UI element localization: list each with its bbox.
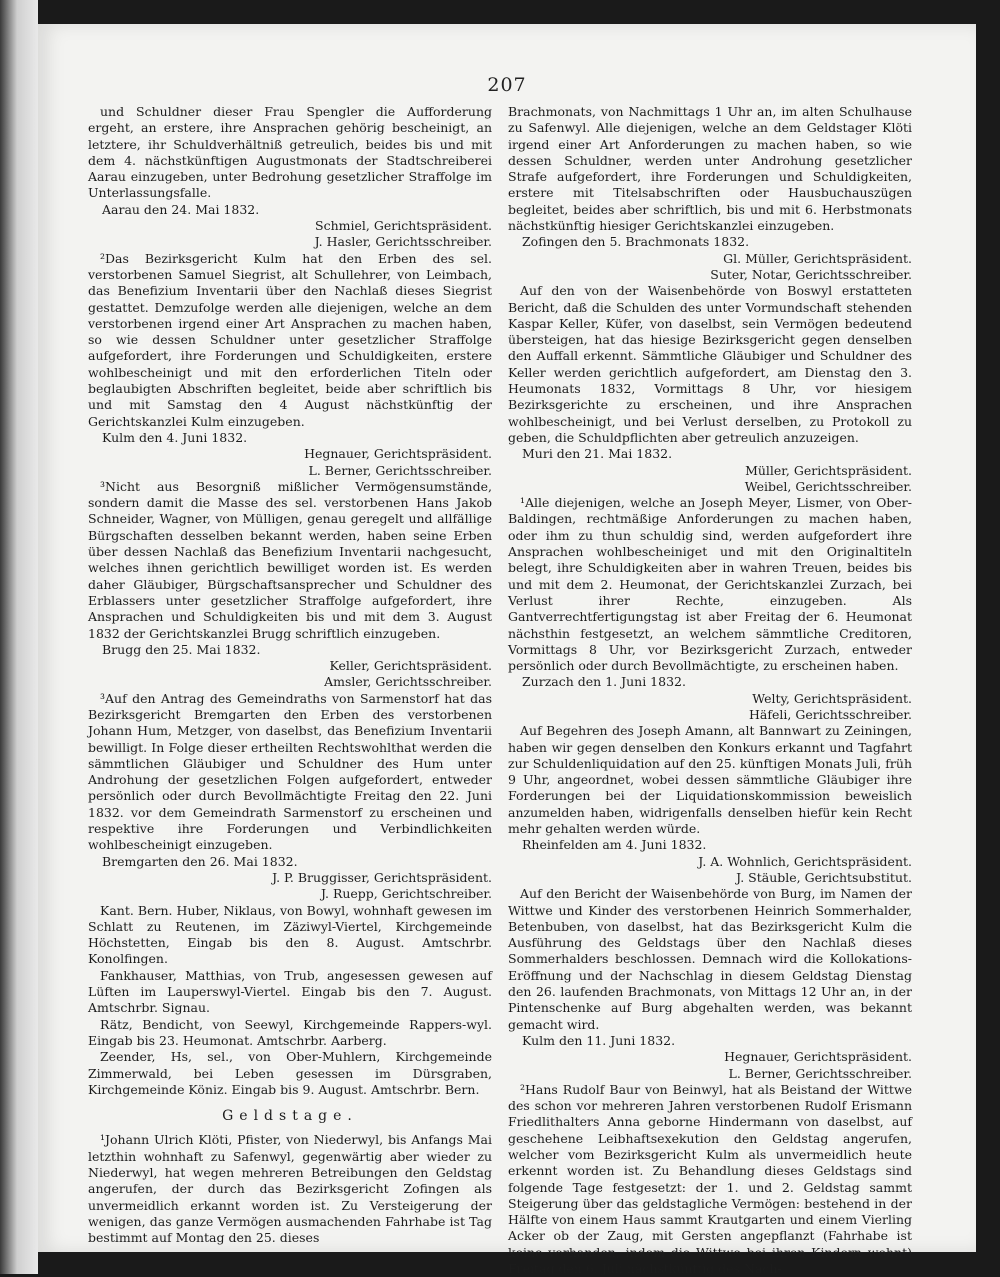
bern-entry: Rätz, Bendicht, von Seewyl, Kirchgemeinde Rappers-wyl. Eingab bis 23. Heumonat. Amtschrbr. Aarberg. (88, 1016, 492, 1048)
bern-entry: Kant. Bern. Huber, Niklaus, von Bowyl, wohnhaft gewesen im Schlatt zu Reutenen, im Zäziwyl-Viertel, Kirchgemeinde Höchstetten, Eingab bis den 8. August. Amtschrbr. Konolfingen. (88, 902, 492, 967)
notice-text: und Schuldner dieser Frau Spengler die Aufforderung ergeht, an erstere, ihre Ansprachen gehörig bescheinigt, an letztere, ihr Schuldverhältniß getreulich, beides bis und mit dem 4. nächstkünftigen Augustmonats der Stadtschreiberei Aarau einzugeben, unter Bedrohung gesetzlicher Straffolge im Unterlassungsfalle. (88, 104, 492, 201)
notice-text: Auf den Bericht der Waisenbehörde von Burg, im Namen der Wittwe und Kinder des verstorbenen Heinrich Sommerhalder, Betenbuben, von daselbst, hat das Bezirksgericht Kulm die Ausführung des Geldstags über den Nachlaß dieses Sommerhalders beschlossen. Demnach wird die Kollokations-Eröffnung und der Nachschlag in diesem Geldstag Dienstag den 26. laufenden Brachmonats, von Mittags 12 Uhr an, in der Pintenschenke auf Burg abgehalten werden, was bekannt gemacht wird. (508, 886, 912, 1032)
signature-president: Müller, Gerichtspräsident. (745, 462, 912, 478)
bern-entry: Fankhauser, Matthias, von Trub, angesessen gewesen auf Lüften im Lauperswyl-Viertel. Eingab bis den 7. August. Amtschrbr. Signau. (88, 967, 492, 1016)
notice-text: Auf Begehren des Joseph Amann, alt Bannwart zu Zeiningen, haben wir gegen denselben den Konkurs erkannt und Tagfahrt zur Schuldenliquidation auf den 25. künftigen Monats Juli, früh 9 Uhr, angeordnet, wobei dessen sämmtliche Gläubiger ihre Forderungen bei der Liquidationskommission beweislich anzumelden haben, widrigenfalls denselben hiefür kein Recht mehr gehalten werden würde. (508, 723, 912, 837)
signature-clerk: L. Berner, Gerichtsschreiber. (728, 1065, 912, 1081)
notice-text: ³Nicht aus Besorgniß mißlicher Vermögensumstände, sondern damit die Masse des sel. verstorbenen Hans Jakob Schneider, Wagner, von Mülligen, genau geregelt und allfällige Bürgschaften desselben bekannt werden, haben seine Erben über dessen Nachlaß das Benefizium Inventarii nachgesucht, welches ihnen gerichtlich bewilliget worden ist. Es werden daher Gläubiger, Bürgschaftsansprecher und Schuldner des Erblassers unter gesetzlicher Straffolge aufgefordert, ihre Ansprachen und Schuldigkeiten bis und mit dem 3. August 1832 der Gerichtskanzlei Brugg schriftlich einzugeben. (88, 478, 492, 641)
notice-text: ²Hans Rudolf Baur von Beinwyl, hat als Beistand der Wittwe des schon vor mehreren Jahren verstorbenen Rudolf Erismann Friedlithalters Anna geborne Hindermann von daselbst, auf geschehene Leibhaftsexekution den Geldstag angerufen, welcher vom Bezirksgericht Kulm als unvermeidlich heute erkennt worden ist. Zu Behandlung dieses Geldstags sind folgende Tage festgesetzt: der 1. und 2. Geldstag sammt Steigerung über das geldstagliche Vermögen: bestehend in der Hälfte von einem Haus sammt Krautgarten und einem Vierling Acker ob der Zaug, mit Gersten angepflanzt (Fahrhabe ist keine vorhanden, indem die Wittwe bei ihren Kindern wohnt) Freitag den 6. Juli nächstkünftig des Nach- (508, 1081, 912, 1277)
section-title: Geldstage. (222, 1108, 358, 1125)
signature-clerk: Weibel, Gerichtsschreiber. (744, 478, 912, 494)
signature-president: Welty, Gerichtspräsident. (752, 690, 912, 706)
left-column (88, 104, 492, 1246)
signature-president: Hegnauer, Gerichtspräsident. (724, 1049, 912, 1065)
notice-date: Brugg den 25. Mai 1832. (102, 641, 261, 657)
signature-clerk: L. Berner, Gerichtsschreiber. (308, 462, 492, 478)
signature-clerk: Amsler, Gerichtsschreiber. (324, 674, 492, 690)
signature-clerk: Häfeli, Gerichtsschreiber. (749, 706, 912, 722)
book-gutter-edge (0, 0, 38, 1274)
bern-entry: Zeender, Hs, sel., von Ober-Muhlern, Kirchgemeinde Zimmerwald, bei Leben gesessen im Dürsgraben, Kirchgemeinde Köniz. Eingab bis 9. August. Amtschrbr. Bern. (88, 1049, 492, 1097)
notice-date: Aarau den 24. Mai 1832. (102, 201, 260, 217)
notice-text: ³Auf den Antrag des Gemeindraths von Sarmenstorf hat das Bezirksgericht Bremgarten den Erben des verstorbenen Johann Hum, Metzger, von daselbst, das Benefizium Inventarii bewilligt. In Folge dieser ertheilten Rechtswohlthat werden die sämmtlichen Gläubiger und Schuldner des Hum unter Androhung der gesetzlichen Folgen aufgefordert, entweder persönlich oder durch Bevollmächtigte Freitag den 22. Juni 1832. vor dem Gemeindrath Sarmenstorf zu erscheinen und respektive ihre Forderungen und Verbindlichkeiten wohlbescheinigt einzugeben. (88, 690, 492, 853)
notice-text-continued: Brachmonats, von Nachmittags 1 Uhr an, im alten Schulhause zu Safenwyl. Alle diejenigen, welche an dem Geldstager Klöti irgend einer Art Anforderungen zu machen haben, so wie dessen Schuldner, werden unter Androhung gesetzlicher Strafe aufgefordert, ihre Forderungen und Schuldigkeiten, erstere mit Titelsabschriften oder Hausbuchauszügen begleitet, beides aber schriftlich, bis und mit 6. Herbstmonats nächstkünftig hiesiger Gerichtskanzlei einzugeben. (508, 104, 912, 234)
page-number: 207 (487, 74, 527, 96)
signature-clerk: J. Hasler, Gerichtsschreiber. (314, 234, 492, 250)
signature-president: Gl. Müller, Gerichtspräsident. (723, 250, 912, 266)
notice-date: Muri den 21. Mai 1832. (522, 446, 673, 462)
notice-date: Kulm den 11. Juni 1832. (522, 1032, 676, 1048)
signature-clerk: J. Stäuble, Gerichtsubstitut. (736, 869, 912, 885)
right-column (508, 104, 912, 1277)
notice-text: ¹Johann Ulrich Klöti, Pfister, von Niederwyl, bis Anfangs Mai letzthin wohnhaft zu Safenwyl, gegenwärtig aber wieder zu Niederwyl, hat wegen mehreren Betreibungen den Geldstag angerufen, der durch das Bezirksgericht Zofingen als unvermeidlich erkannt worden ist. Zu Versteigerung der wenigen, das ganze Vermögen ausmachenden Fahrhabe ist Tag bestimmt auf Montag den 25. dieses (88, 1132, 492, 1246)
signature-clerk: J. Ruepp, Gerichtschreiber. (320, 886, 492, 902)
signature-president: Hegnauer, Gerichtspräsident. (304, 446, 492, 462)
notice-date: Kulm den 4. Juni 1832. (102, 429, 248, 445)
notice-date: Rheinfelden am 4. Juni 1832. (522, 837, 707, 853)
notice-text: Auf den von der Waisenbehörde von Boswyl erstatteten Bericht, daß die Schulden des unter Vormundschaft stehenden Kaspar Keller, Küfer, von daselbst, sein Vermögen bedeutend übersteigen, hat das hiesige Bezirksgericht gegen denselben den Auffall erkennt. Sämmtliche Gläubiger und Schuldner des Keller werden gerichtlich aufgefordert, am Dienstag den 3. Heumonats 1832, Vormittags 8 Uhr, vor hiesigem Bezirksgerichte zu erscheinen, und ihre Ansprachen wohlbescheinigt, und bei Verlust derselben, zu Protokoll zu geben, die Schuldpflichten aber getreulich anzuzeigen. (508, 283, 912, 445)
notice-date: Zofingen den 5. Brachmonats 1832. (522, 234, 750, 250)
newspaper-page (38, 24, 976, 1277)
notice-date: Zurzach den 1. Juni 1832. (522, 674, 686, 690)
notice-text: ¹Alle diejenigen, welche an Joseph Meyer, Lismer, von Ober-Baldingen, rechtmäßige Anforderungen zu machen haben, oder ihm zu thun schuldig sind, werden aufgefordert ihre Ansprachen wohlbescheiniget und mit den Originaltiteln belegt, ihre Schuldigkeiten aber in wahren Treuen, beides bis und mit dem 2. Heumonat, der Gerichtskanzlei Zurzach, bei Verlust ihrer Rechte, einzugeben. Als Gantverrechtfertigungstag ist aber Freitag der 6. Heumonat nächsthin festgesetzt, an welchem sämmtliche Creditoren, Vormittags 8 Uhr, vor Bezirksgericht Zurzach, entweder persönlich oder durch Bevollmächtigte, zu erscheinen haben. (508, 495, 912, 674)
signature-president: Keller, Gerichtspräsident. (329, 658, 492, 674)
signature-president: J. A. Wohnlich, Gerichtspräsident. (698, 853, 912, 869)
signature-clerk: Suter, Notar, Gerichtsschreiber. (710, 266, 912, 282)
notice-date: Bremgarten den 26. Mai 1832. (102, 853, 298, 869)
signature-president: J. P. Bruggisser, Gerichtspräsident. (272, 869, 492, 885)
signature-president: Schmiel, Gerichtspräsident. (315, 218, 492, 234)
notice-text: ²Das Bezirksgericht Kulm hat den Erben des sel. verstorbenen Samuel Siegrist, alt Schullehrer, von Leimbach, das Benefizium Inventarii über den Nachlaß dieses Siegrist gestattet. Demzufolge werden alle diejenigen, welche an dem verstorbenen irgend einer Art Ansprachen zu machen haben, so wie dessen Schuldner unter gesetzlicher Straffolge aufgefordert, ihre Forderungen und Schuldigkeiten, erstere wohlbescheinigt und mit den erforderlichen Titeln oder beglaubigten Abschriften begleitet, beide aber schriftlich bis und mit Samstag den 4 August nächstkünftig der Gerichtskanzlei Kulm einzugeben. (88, 250, 492, 429)
